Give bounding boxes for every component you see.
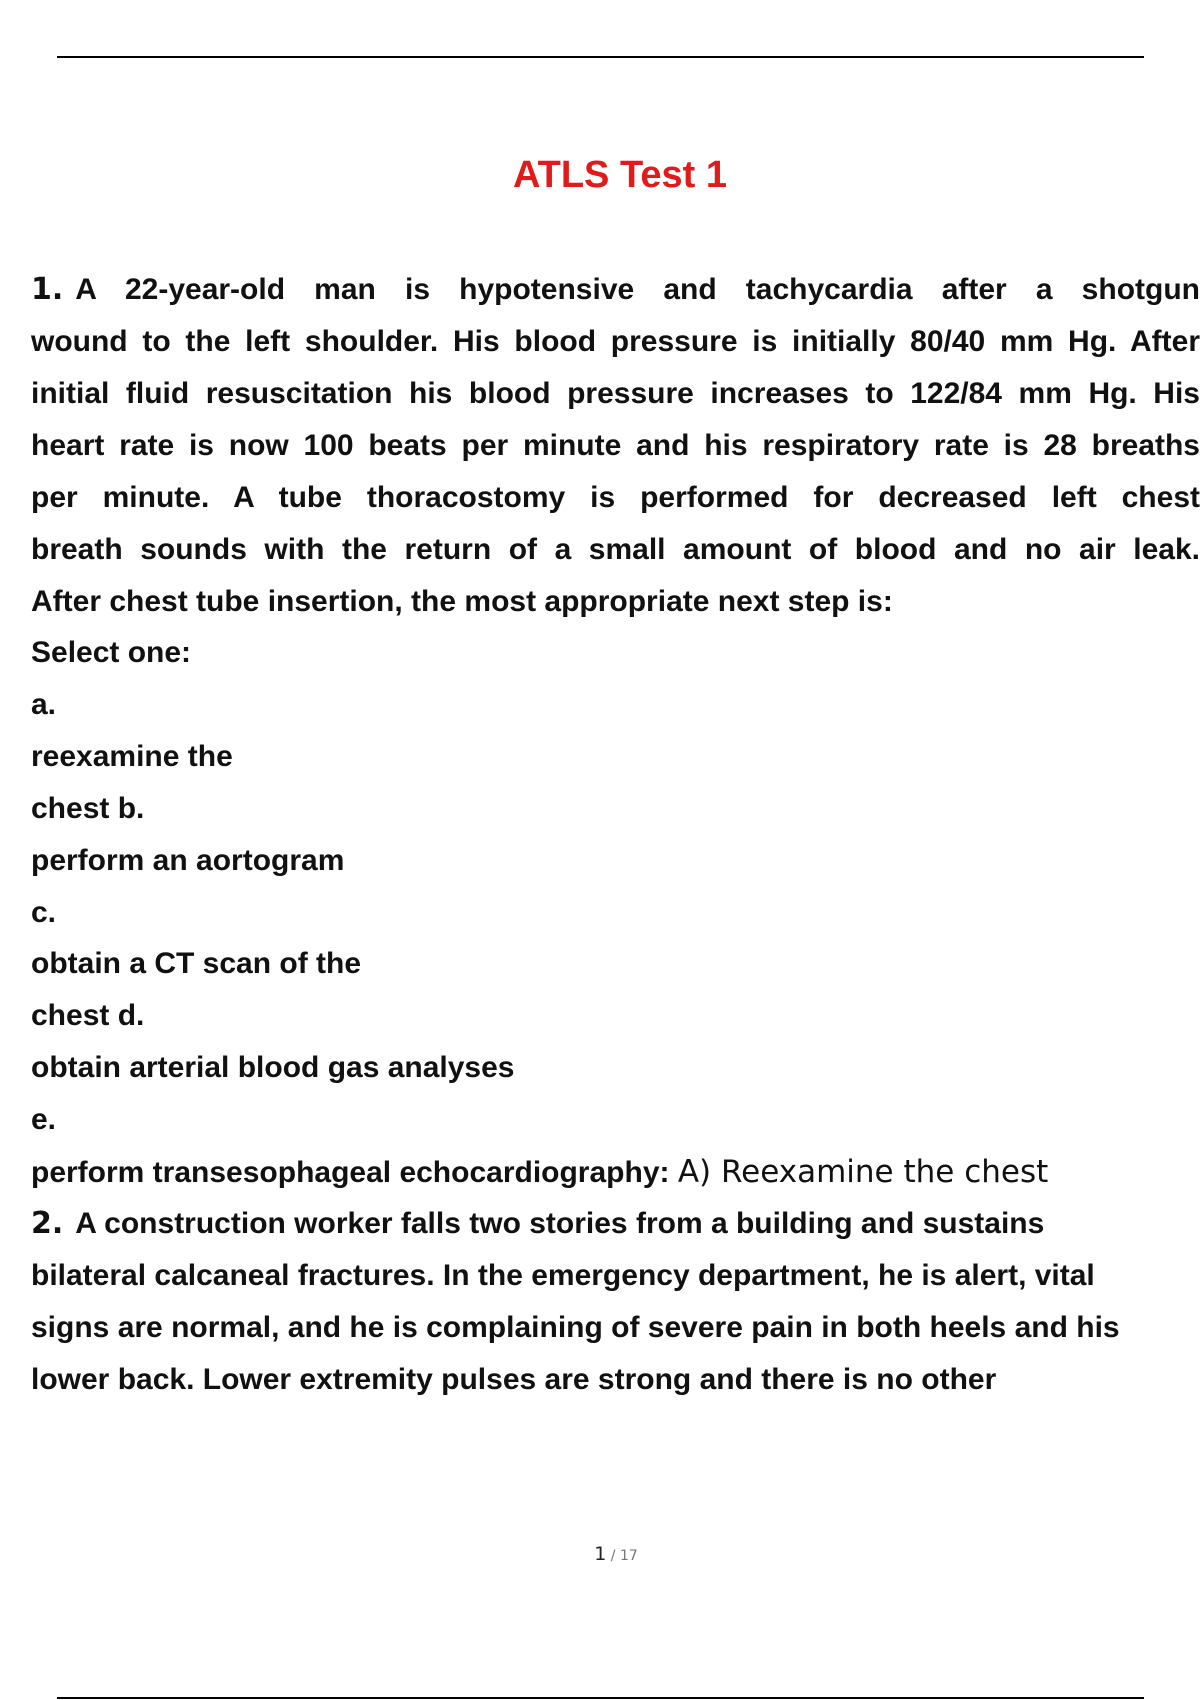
question-1-number: 1. — [31, 272, 64, 307]
page-indicator — [0, 1541, 1200, 1569]
question-2-stem-line-4: lower back. Lower extremity pulses are strong and there is no other — [31, 1363, 997, 1396]
question-1-stem-line-2: wound to the left shoulder. His blood pressure is initially 80/40 mm Hg. After — [31, 325, 1200, 358]
page-total: 17 — [619, 1548, 638, 1564]
question-2-stem-line-3: signs are normal, and he is complaining of severe pain in both heels and his — [31, 1311, 1120, 1344]
question-1-stem-line-5: per minute. A tube thoracostomy is performed for decreased left chest — [31, 481, 1200, 514]
question-1-stem-line-4: heart rate is now 100 beats per minute and his respiratory rate is 28 breaths — [31, 429, 1200, 462]
bottom-divider — [57, 1697, 1144, 1699]
question-1-stem-line-6: breath sounds with the return of a small amount of blood and no air leak. — [31, 533, 1200, 566]
option-line: reexamine the — [31, 740, 233, 773]
page-current: 1 — [594, 1543, 607, 1565]
option-line: c. — [31, 896, 57, 929]
question-2-stem-line-2: bilateral calcaneal fractures. In the emergency department, he is alert, vital — [31, 1259, 1095, 1292]
document-title: ATLS Test 1 — [513, 154, 727, 196]
question-2-number: 2. — [31, 1206, 64, 1241]
select-one-label: Select one: — [31, 636, 192, 669]
option-line: e. — [31, 1103, 57, 1136]
question-1-stem-line-7: After chest tube insertion, the most appropriate next step is: — [31, 585, 893, 618]
question-1-stem-line-3: initial fluid resuscitation his blood pressure increases to 122/84 mm Hg. His — [31, 377, 1200, 410]
option-line: a. — [31, 688, 57, 721]
top-divider — [57, 56, 1144, 58]
option-line: perform an aortogram — [31, 844, 345, 877]
option-line: obtain a CT scan of the — [31, 947, 362, 980]
option-line-with-answer: perform transesophageal echocardiography: A) Reexamine the chest — [31, 1154, 1049, 1190]
question-1-stem-line-1: 1. A 22-year-old man is hypotensive and tachycardia after a shotgun — [31, 272, 1200, 307]
question-2-stem-line-1: 2. A construction worker falls two stories from a building and sustains — [31, 1206, 1045, 1241]
option-line: chest b. — [31, 792, 145, 825]
option-line: chest d. — [31, 999, 145, 1032]
page-separator: / — [606, 1548, 620, 1564]
question-1-answer: A) Reexamine the chest — [677, 1154, 1049, 1190]
option-line: obtain arterial blood gas analyses — [31, 1051, 515, 1084]
